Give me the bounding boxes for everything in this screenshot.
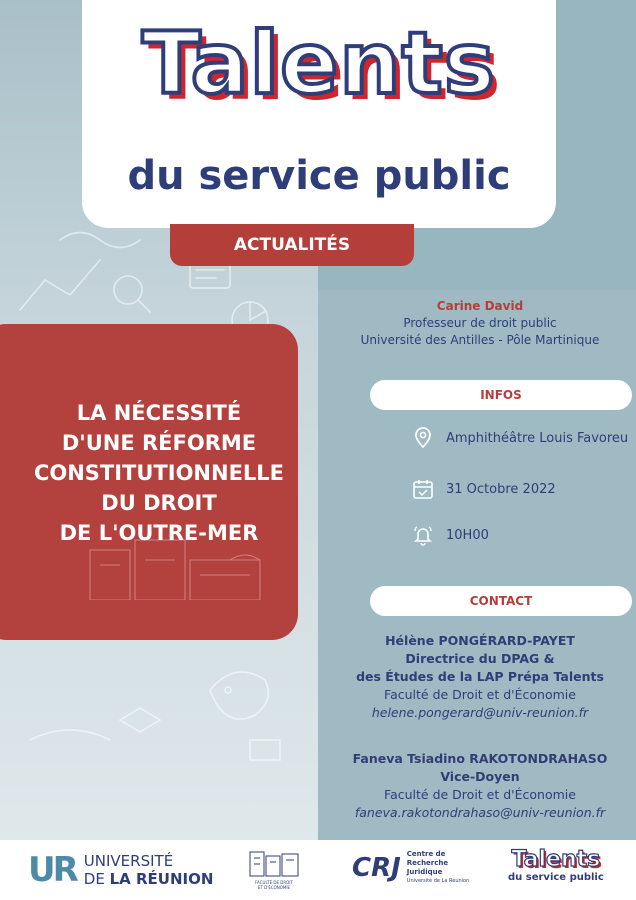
talents-logo-subtitle: du service public (508, 872, 604, 883)
contact-1-name: Hélène PONGÉRARD-PAYET (385, 633, 575, 648)
time-text: 10H00 (446, 527, 489, 543)
event-title-line-4: DU DROIT (101, 491, 217, 515)
calendar-icon (412, 478, 434, 500)
location-pin-icon (412, 426, 434, 450)
ur-mark: UR (28, 850, 76, 890)
svg-text:ET D'ÉCONOMIE: ET D'ÉCONOMIE (257, 885, 291, 890)
info-date (412, 478, 556, 500)
contact-1-email[interactable]: helene.pongerard@univ-reunion.fr (371, 705, 589, 720)
page-title: Talents (142, 14, 496, 114)
contact-2-org: Faculté de Droit et d'Économie (384, 787, 576, 802)
page-subtitle: du service public (127, 153, 511, 199)
contact-person-1 (330, 632, 630, 722)
info-location (412, 426, 628, 450)
universite-reunion-logo (28, 850, 213, 890)
event-title-line-2: D'UNE RÉFORME (61, 431, 257, 455)
contact-2-email[interactable]: faneva.rakotondrahaso@univ-reunion.fr (354, 805, 606, 820)
ur-line-1: UNIVERSITÉ (83, 852, 174, 870)
event-title (0, 398, 318, 548)
contact-label: CONTACT (370, 586, 632, 616)
section-badge: ACTUALITÉS (170, 224, 414, 266)
faculte-logo (246, 848, 302, 892)
info-time (412, 524, 489, 546)
crj-logo: CRJ Centre de Recherche Juridique Université de La Réunion (352, 850, 470, 884)
speaker-block (330, 298, 630, 349)
title-card (82, 0, 556, 228)
location-text: Amphithéâtre Louis Favoreu (446, 430, 629, 446)
date-text: 31 Octobre 2022 (446, 481, 556, 497)
talents-logo-title: Talents (511, 847, 601, 872)
speaker-affiliation: Université des Antilles - Pôle Martinique (360, 333, 600, 347)
contact-1-title-line-2: des Études de la LAP Prépa Talents (356, 669, 604, 684)
contact-1-org: Faculté de Droit et d'Économie (384, 687, 576, 702)
footer-logos (0, 840, 636, 900)
alarm-bell-icon (412, 524, 434, 546)
event-title-line-5: DE L'OUTRE-MER (59, 521, 259, 545)
contact-2-name: Faneva Tsiadino RAKOTONDRAHASO (352, 751, 608, 766)
event-title-line-3: CONSTITUTIONNELLE (33, 461, 285, 485)
ur-line-2: DE LA RÉUNION (83, 870, 214, 888)
speaker-name: Carine David (436, 299, 524, 313)
contact-1-title-line-1: Directrice du DPAG & (405, 651, 555, 666)
contact-person-2 (330, 750, 630, 822)
svg-text:FACULTÉ DE DROIT: FACULTÉ DE DROIT (255, 880, 293, 885)
contact-2-title: Vice-Doyen (440, 769, 520, 784)
crj-mark: CRJ (352, 853, 401, 883)
speaker-role: Professeur de droit public (403, 316, 557, 330)
talents-logo (508, 848, 604, 883)
event-title-line-1: LA NÉCESSITÉ (76, 401, 242, 425)
infos-label: INFOS (370, 380, 632, 410)
